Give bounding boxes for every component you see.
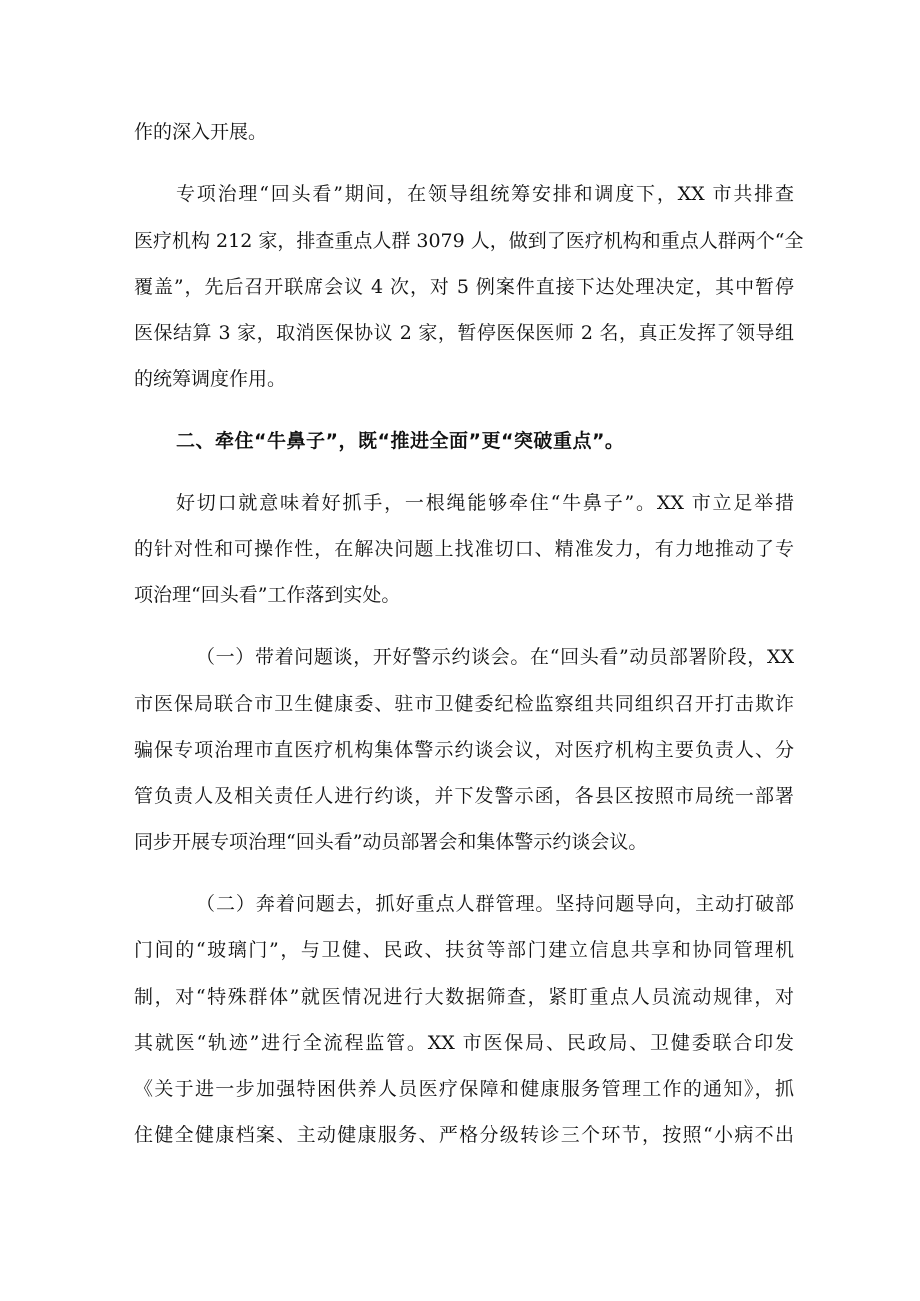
- paragraph-line: 项治理“回头看”工作落到实处。: [134, 584, 401, 606]
- paragraph-line: 专项治理“回头看”期间，在领导组统筹安排和调度下，XX 市共排查: [176, 183, 794, 205]
- paragraph-line: 同步开展专项治理“回头看”动员部署会和集体警示约谈会议。: [134, 831, 648, 853]
- paragraph-line: 市医保局联合市卫生健康委、驻市卫健委纪检监察组共同组织召开打击欺诈: [134, 693, 794, 715]
- paragraph-line: 医疗机构 212 家，排查重点人群 3079 人，做到了医疗机构和重点人群两个“全: [134, 230, 804, 252]
- paragraph-line: （一）带着问题谈，开好警示约谈会。在“回头看”动员部署阶段，XX: [196, 646, 794, 668]
- paragraph-line: 的针对性和可操作性，在解决问题上找准切口、精准发力，有力地推动了专: [134, 538, 794, 560]
- paragraph-line: 覆盖”，先后召开联席会议 4 次，对 5 例案件直接下达处理决定，其中暂停: [134, 276, 794, 298]
- paragraph-line: 医保结算 3 家，取消医保协议 2 家，暂停医保医师 2 名，真正发挥了领导组: [134, 322, 794, 344]
- paragraph-line: 《关于进一步加强特困供养人员医疗保障和健康服务管理工作的通知》，抓: [134, 1078, 794, 1100]
- paragraph-line: 骗保专项治理市直医疗机构集体警示约谈会议，对医疗机构主要负责人、分: [134, 739, 794, 761]
- paragraph-line: 其就医“轨迹”进行全流程监管。XX 市医保局、民政局、卫健委联合印发: [134, 1032, 794, 1054]
- paragraph-line: （二）奔着问题去，抓好重点人群管理。坚持问题导向，主动打破部: [196, 893, 794, 915]
- paragraph-line: 住健全健康档案、主动健康服务、严格分级转诊三个环节，按照“小病不出: [134, 1124, 794, 1146]
- paragraph-line: 管负责人及相关责任人进行约谈，并下发警示函，各县区按照市局统一部署: [134, 785, 794, 807]
- paragraph-line: 好切口就意味着好抓手，一根绳能够牵住“牛鼻子”。XX 市立足举措: [176, 492, 794, 514]
- paragraph-continuation-line: 作的深入开展。: [134, 121, 268, 143]
- paragraph-line: 门间的“玻璃门”，与卫健、民政、扶贫等部门建立信息共享和协同管理机: [134, 939, 794, 961]
- section-heading: 二、牵住“牛鼻子”，既“推进全面”更“突破重点”。: [176, 430, 625, 452]
- paragraph-line: 的统筹调度作用。: [134, 368, 287, 390]
- paragraph-line: 制，对“特殊群体”就医情况进行大数据筛查，紧盯重点人员流动规律，对: [134, 986, 794, 1008]
